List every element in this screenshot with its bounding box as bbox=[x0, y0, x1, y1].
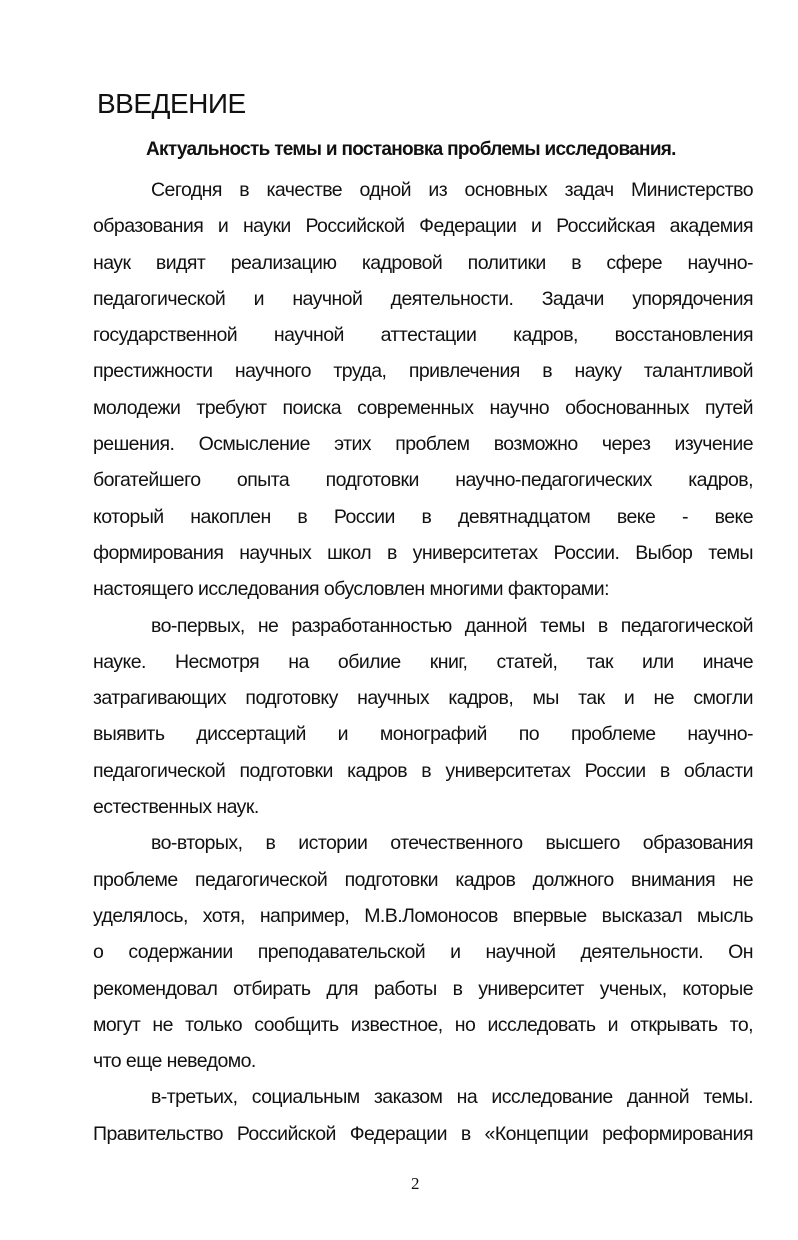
text-line: о содержании преподавательской и научной деятельности. Он bbox=[93, 941, 753, 964]
text-line: педагогической подготовки кадров в университетах России в области bbox=[93, 759, 753, 782]
section-subheading: Актуальность темы и постановка проблемы исследования. bbox=[146, 139, 676, 160]
text-line: проблеме педагогической подготовки кадров должного внимания не bbox=[93, 868, 753, 891]
text-line: настоящего исследования обусловлен многими факторами: bbox=[93, 578, 609, 601]
text-line: образования и науки Российской Федерации и Российская академия bbox=[93, 215, 753, 238]
text-line: Сегодня в качестве одной из основных задач Министерство bbox=[151, 179, 753, 201]
text-line: уделялось, хотя, например, М.В.Ломоносов впервые высказал мысль bbox=[93, 904, 753, 927]
text-line: естественных наук. bbox=[93, 796, 259, 819]
text-line: рекомендовал отбирать для работы в университет ученых, которые bbox=[93, 977, 753, 1000]
paragraph bbox=[93, 825, 753, 1079]
text-line: во-вторых, в истории отечественного высшего образования bbox=[151, 832, 753, 855]
document-body bbox=[93, 172, 753, 1152]
text-line: могут не только сообщить известное, но исследовать и открывать то, bbox=[93, 1013, 753, 1036]
paragraph bbox=[93, 608, 753, 826]
text-line: молодежи требуют поиска современных научно обоснованных путей bbox=[93, 396, 753, 419]
text-line: престижности научного труда, привлечения в науку талантливой bbox=[93, 360, 753, 383]
text-line: богатейшего опыта подготовки научно-педагогических кадров, bbox=[93, 469, 753, 492]
paragraph bbox=[93, 1079, 753, 1152]
text-line: затрагивающих подготовку научных кадров, мы так и не смогли bbox=[93, 687, 753, 710]
text-line: педагогической и научной деятельности. Задачи упорядочения bbox=[93, 287, 753, 310]
text-line: наук видят реализацию кадровой политики в сфере научно- bbox=[93, 251, 753, 274]
text-line: выявить диссертаций и монографий по проблеме научно- bbox=[93, 723, 753, 746]
text-line: который накоплен в России в девятнадцатом веке - веке bbox=[93, 505, 753, 528]
text-line: государственной научной аттестации кадров, восстановления bbox=[93, 324, 753, 347]
text-line: Правительство Российской Федерации в «Концепции реформирования bbox=[93, 1122, 753, 1145]
paragraph bbox=[93, 172, 753, 608]
section-heading: ВВЕДЕНИЕ bbox=[97, 88, 246, 119]
text-line: во-первых, не разработанностью данной темы в педагогической bbox=[151, 614, 753, 637]
text-line: что еще неведомо. bbox=[93, 1050, 256, 1073]
text-line: науке. Несмотря на обилие книг, статей, так или иначе bbox=[93, 650, 753, 673]
text-line: решения. Осмысление этих проблем возможно через изучение bbox=[93, 433, 753, 456]
text-line: в-третьих, социальным заказом на исследование данной темы. bbox=[151, 1086, 753, 1109]
text-line: формирования научных школ в университетах России. Выбор темы bbox=[93, 541, 753, 564]
page-number: 2 bbox=[411, 1174, 420, 1193]
